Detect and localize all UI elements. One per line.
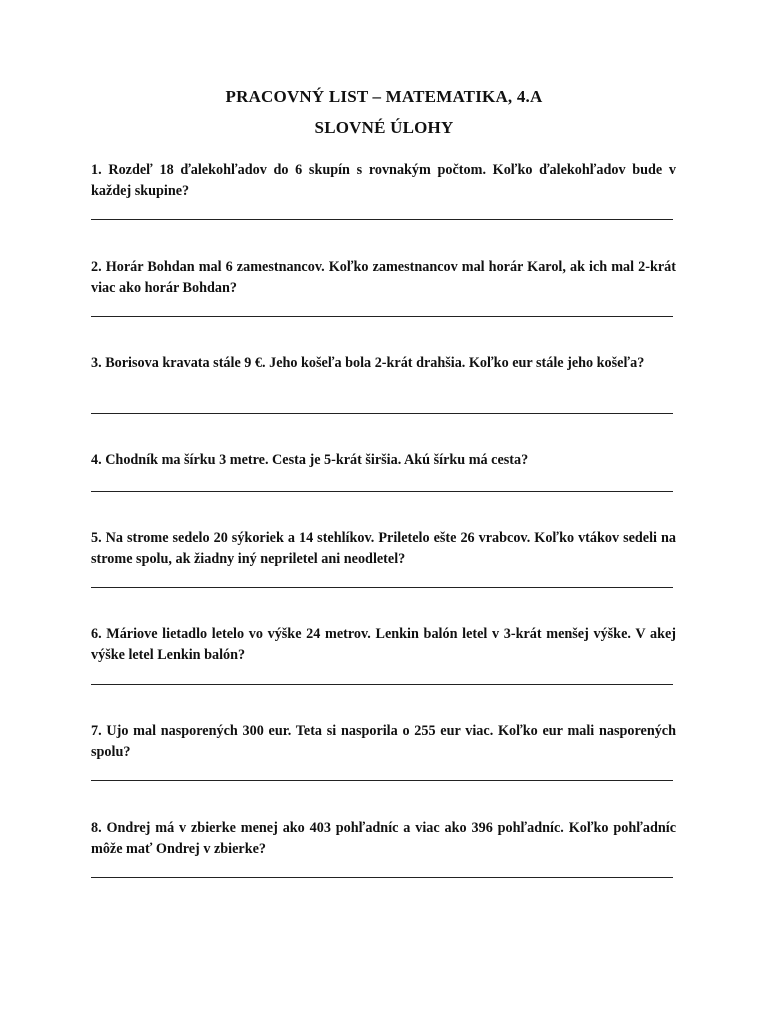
- task-6: [91, 624, 676, 666]
- answer-line-4: [91, 491, 673, 492]
- task-text: 6. Máriove lietadlo letelo vo výške 24 metrov. Lenkin balón letel v 3-krát menšej výške. V akej výške letel Lenkin balón?: [91, 626, 676, 663]
- task-text: 7. Ujo mal nasporených 300 eur. Teta si nasporila o 255 eur viac. Koľko eur mali nasporených spolu?: [91, 723, 676, 760]
- task-text: 4. Chodník ma šírku 3 metre. Cesta je 5-krát širšia. Akú šírku má cesta?: [91, 452, 529, 468]
- task-4: [91, 450, 676, 471]
- answer-line-8: [91, 877, 673, 878]
- answer-line-6: [91, 684, 673, 685]
- task-text: 1. Rozdeľ 18 ďalekohľadov do 6 skupín s rovnakým počtom. Koľko ďalekohľadov bude v každej skupine?: [91, 162, 676, 199]
- task-2: [91, 257, 676, 299]
- task-8: [91, 818, 676, 860]
- answer-line-1: [91, 219, 673, 220]
- task-text: 5. Na strome sedelo 20 sýkoriek a 14 stehlíkov. Priletelo ešte 26 vrabcov. Koľko vtákov sedeli na strome spolu, ak žiadny iný nepriletel ani neodletel?: [91, 530, 676, 567]
- answer-line-7: [91, 780, 673, 781]
- task-3: [91, 353, 676, 374]
- answer-line-3: [91, 413, 673, 414]
- task-text: 8. Ondrej má v zbierke menej ako 403 pohľadníc a viac ako 396 pohľadníc. Koľko pohľadníc môže mať Ondrej v zbierke?: [91, 820, 676, 857]
- task-1: [91, 160, 676, 202]
- task-text: 3. Borisova kravata stále 9 €. Jeho košeľa bola 2-krát drahšia. Koľko eur stále jeho košeľa?: [91, 355, 645, 371]
- page-subtitle: SLOVNÉ ÚLOHY: [314, 118, 454, 137]
- answer-line-2: [91, 316, 673, 317]
- task-7: [91, 721, 676, 763]
- answer-line-5: [91, 587, 673, 588]
- task-5: [91, 528, 676, 570]
- page-title: PRACOVNÝ LIST – MATEMATIKA, 4.A: [225, 87, 543, 106]
- task-text: 2. Horár Bohdan mal 6 zamestnancov. Koľko zamestnancov mal horár Karol, ak ich mal 2-krát viac ako horár Bohdan?: [91, 259, 676, 296]
